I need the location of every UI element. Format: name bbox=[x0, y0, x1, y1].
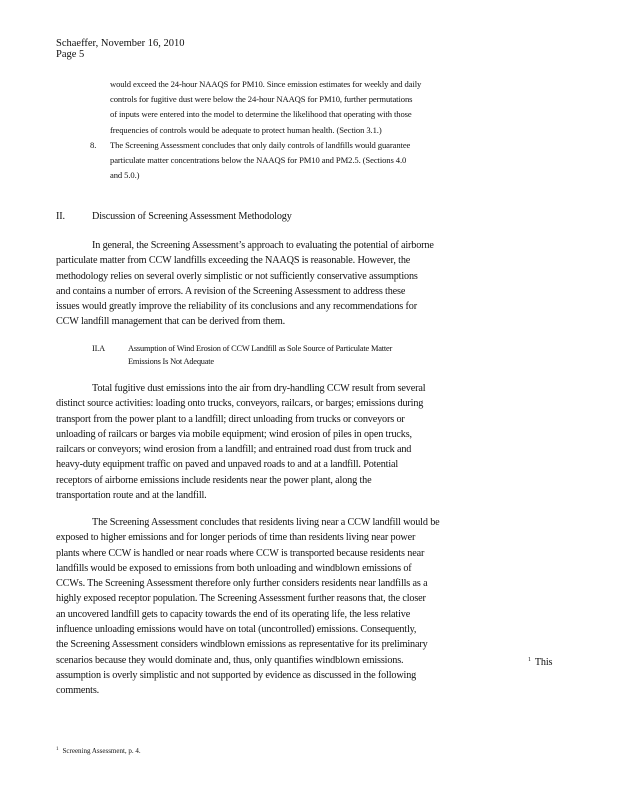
text-line: particulate matter from CCW landfills exceeding the NAAQS is reasonable. However, the bbox=[56, 255, 411, 267]
item-7-continuation bbox=[110, 77, 421, 138]
paragraph-screening-conclusion bbox=[56, 515, 440, 699]
text-line: receptors of airborne emissions include residents near the power plant, along the bbox=[56, 474, 372, 486]
text-line: heavy-duty equipment traffic on paved and unpaved roads to and at a landfill. Potential bbox=[56, 459, 399, 471]
footnote-ref-number: 1 bbox=[528, 657, 531, 663]
footnote bbox=[56, 745, 141, 756]
text-line: issues would greatly improve the reliability of its conclusions and any recommendations for bbox=[56, 301, 417, 313]
text-line: plants where CCW is handled or near roads where CCW is transported because residents near bbox=[56, 547, 425, 559]
subsection-number: II.A bbox=[92, 344, 105, 353]
text-line: would exceed the 24-hour NAAQS for PM10. Since emission estimates for weekly and daily bbox=[110, 79, 422, 89]
text-line: In general, the Screening Assessment’s approach to evaluating the potential of airborne bbox=[92, 240, 434, 251]
text-line: Emissions Is Not Adequate bbox=[128, 356, 214, 366]
text-line: distinct source activities: loading onto trucks, conveyors, railcars, or barges; emissions during bbox=[56, 398, 424, 410]
text-line: and contains a number of errors. A revision of the Screening Assessment to address these bbox=[56, 285, 406, 297]
text-line: assumption is overly simplistic and not supported by evidence as discussed in the following bbox=[56, 669, 417, 681]
footnote-ref-trailing-text: This bbox=[534, 657, 553, 668]
header-page-number: Page 5 bbox=[56, 49, 85, 60]
text-line: controls for fugitive dust were below the 24-hour NAAQS for PM10, further permutations bbox=[110, 94, 413, 105]
text-line: methodology relies on several overly simplistic or not sufficiently conservative assumptions bbox=[56, 270, 418, 282]
text-line: particulate matter concentrations below the NAAQS for PM10 and PM2.5. (Sections 4.0 bbox=[110, 155, 407, 166]
text-line: highly exposed receptor population. The Screening Assessment further reasons that, the closer bbox=[56, 593, 426, 605]
item-8-number: 8. bbox=[90, 140, 97, 150]
text-line: influence unloading emissions would have on total (uncontrolled) emissions. Consequently, bbox=[56, 624, 417, 636]
text-line: unloading of railcars or barges via mobile equipment; wind erosion of piles in open trucks, bbox=[56, 428, 412, 440]
text-line: the Screening Assessment considers windblown emissions as representative for its preliminary bbox=[56, 639, 428, 651]
text-line: exposed to higher emissions and for longer periods of time than residents living near power bbox=[56, 532, 416, 544]
text-line: landfills would be exposed to emissions from both unloading and windblown emissions of bbox=[56, 562, 412, 574]
text-line: railcars or conveyors; wind erosion from a landfill; and entrained road dust from truck and bbox=[56, 444, 412, 456]
footnote-divider bbox=[56, 723, 206, 724]
paragraph-fugitive-dust bbox=[56, 381, 425, 503]
section-number: II. bbox=[56, 211, 65, 222]
text-line: Total fugitive dust emissions into the air from dry-handling CCW result from several bbox=[92, 383, 426, 394]
text-line: of inputs were entered into the model to determine the likelihood that operating with those bbox=[110, 109, 412, 120]
text-line: transport from the power plant to a landfill; direct unloading from trucks or conveyors or bbox=[56, 413, 405, 425]
text-line: CCW landfill management that can be derived from them. bbox=[56, 316, 286, 328]
text-line: an uncovered landfill gets to capacity towards the end of its operating life, the less relative bbox=[56, 608, 411, 620]
footnote-reference bbox=[528, 653, 552, 670]
section-title: Discussion of Screening Assessment Methodology bbox=[92, 211, 292, 222]
text-line: frequencies of controls would be adequate to protect human health. (Section 3.1.) bbox=[110, 124, 382, 135]
subsection-title bbox=[128, 343, 392, 368]
text-line: transportation route and at the landfill. bbox=[56, 490, 207, 502]
footnote-number: 1 bbox=[56, 747, 59, 752]
text-line: Assumption of Wind Erosion of CCW Landfill as Sole Source of Particulate Matter bbox=[128, 344, 393, 353]
text-line: The Screening Assessment concludes that only daily controls of landfills would guarantee bbox=[110, 140, 411, 150]
text-line: The Screening Assessment concludes that residents living near a CCW landfill would be bbox=[92, 517, 440, 528]
page-header bbox=[56, 38, 185, 60]
text-line: CCWs. The Screening Assessment therefore only further considers residents near landfills as a bbox=[56, 578, 428, 590]
section-2-paragraph bbox=[56, 238, 434, 330]
header-date: Schaeffer, November 16, 2010 bbox=[56, 38, 185, 49]
text-line: comments. bbox=[56, 685, 100, 697]
item-8-text bbox=[110, 138, 410, 184]
text-line: and 5.0.) bbox=[110, 170, 140, 181]
text-line: scenarios because they would dominate and, thus, only quantifies windblown emissions. bbox=[56, 654, 404, 666]
footnote-text: Screening Assessment, p. 4. bbox=[62, 747, 141, 755]
